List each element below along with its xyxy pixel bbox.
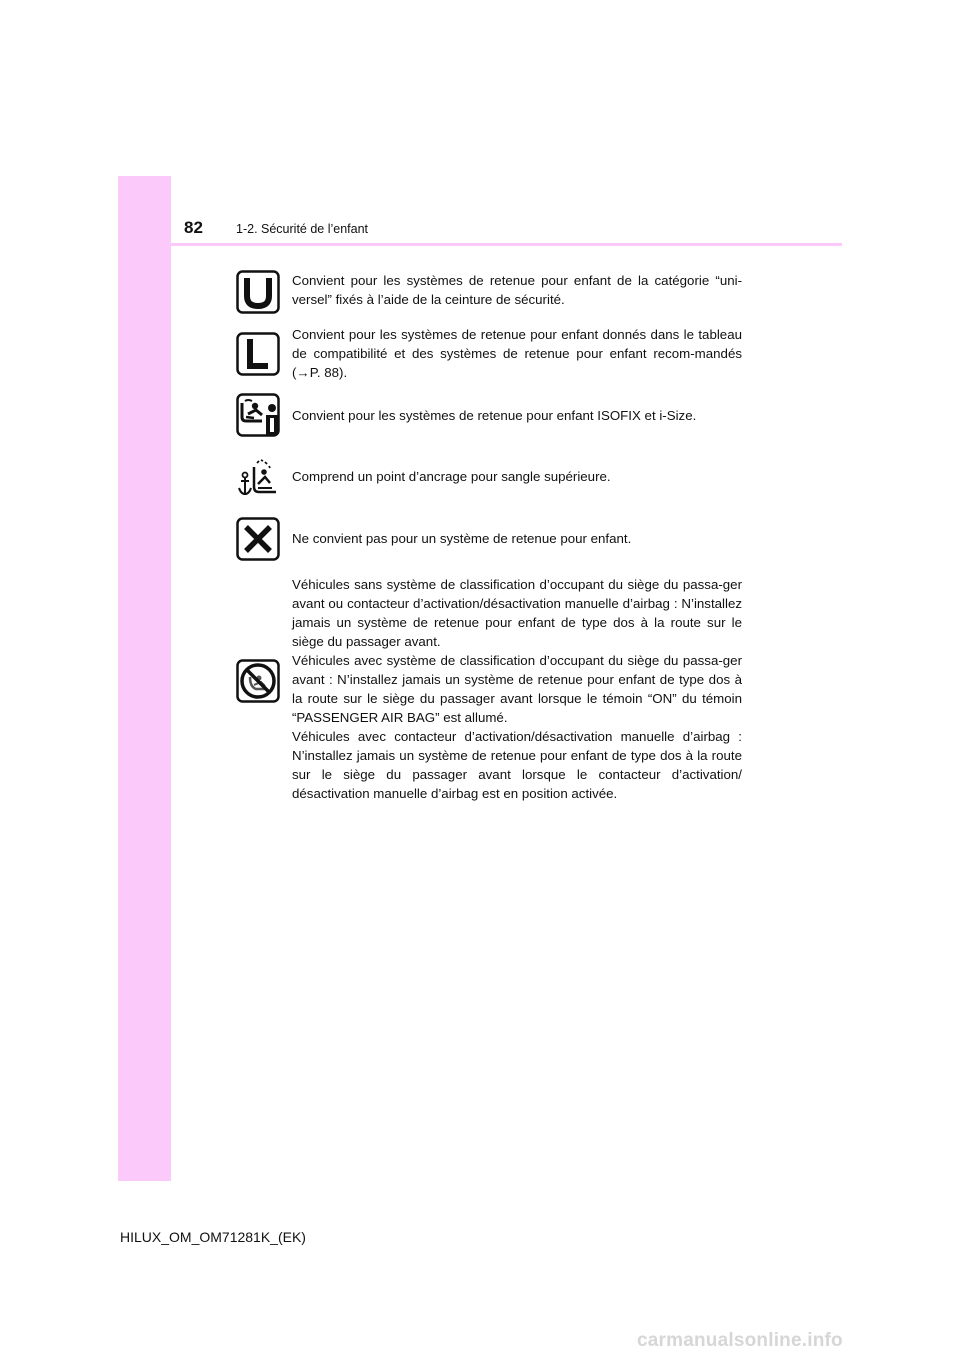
symbol-description-top-tether: Comprend un point d’ancrage pour sangle supérieure. [292,469,611,484]
rear-facing-warning-paragraph: Véhicules sans système de classification d’occupant du siège du passa-ger avant ou contacteur d’activation/désactivation manuelle d’airbag : N’installez jamais un système de retenue pour enfant de type dos à la route sur le siège du passager avant. [292,577,742,649]
watermark: carmanualsonline.info [637,1330,843,1351]
symbol-description-universal: Convient pour les systèmes de retenue pour enfant de la catégorie “uni-versel” fixés à l’aide de la ceinture de sécurité. [292,273,742,307]
page-number: 82 [184,218,203,237]
rear-facing-warning-paragraph: Véhicules avec contacteur d’activation/désactivation manuelle d’airbag : N’installez jamais un système de retenue pour enfant de type dos à la route sur le siège du passager avant lorsque le contacteur d’activation/ désactivation manuelle d’airbag est en position activée. [292,729,742,801]
side-tab-bar [118,176,171,1181]
section-title: 1-2. Sécurité de l’enfant [236,222,369,236]
symbol-description-isofix: Convient pour les systèmes de retenue pour enfant ISOFIX et i-Size. [292,408,697,423]
symbol-description-not-suitable: Ne convient pas pour un système de retenue pour enfant. [292,531,632,546]
isofix-i-size-icon [236,393,280,437]
symbol-description-limited: Convient pour les systèmes de retenue pour enfant donnés dans le tableau de compatibilité et des systèmes de retenue pour enfant recom-mandés (→P. 88). [292,327,742,380]
top-tether-anchor-icon [236,455,280,499]
footer-document-code: HILUX_OM_OM71281K_(EK) [120,1229,306,1245]
universal-u-icon [236,270,280,314]
no-rear-facing-seat-icon [236,659,280,703]
rear-facing-warning-paragraph: Véhicules avec système de classification d’occupant du siège du passa-ger avant : N’installez jamais un système de retenue pour enfant de type dos à la route sur le siège du passager avant lorsque le témoin “ON” du témoin “PASSENGER AIR BAG” est allumé. [292,653,742,725]
limited-l-icon [236,332,280,376]
symbol-description-no-rear-facing [292,575,742,803]
not-suitable-x-icon [236,517,280,561]
header-divider [171,243,842,246]
